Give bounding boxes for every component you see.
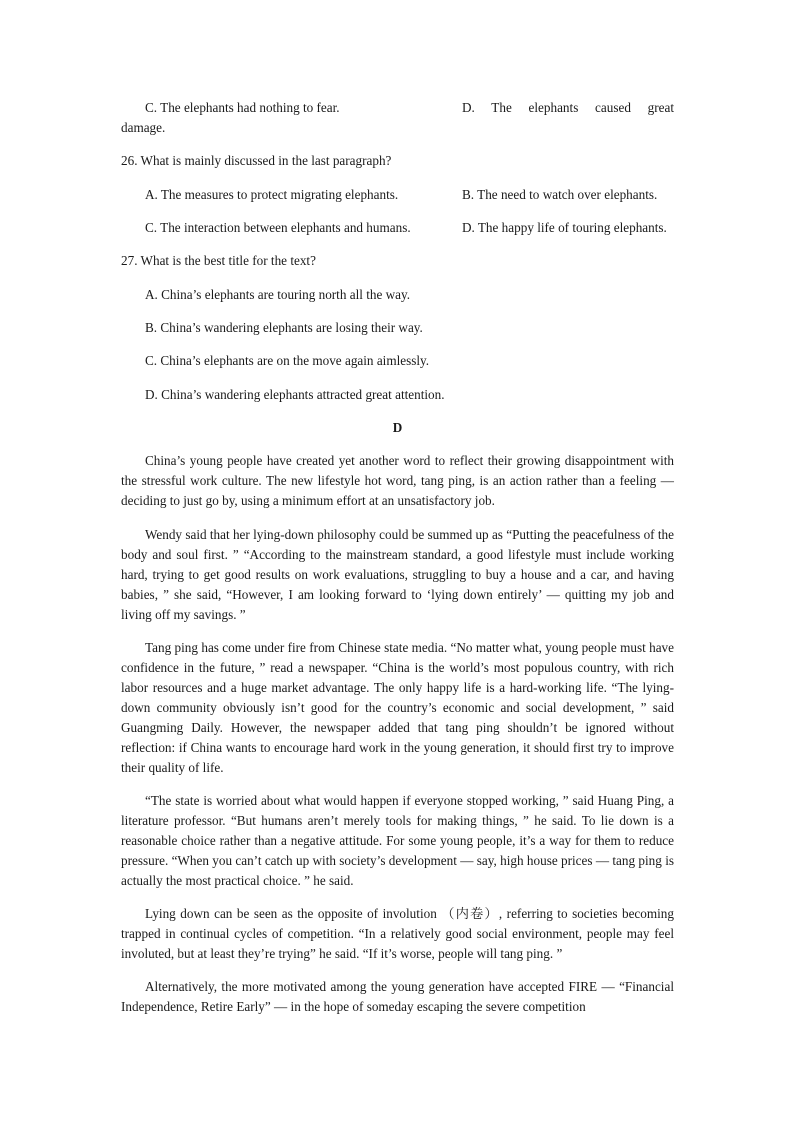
passage-heading: D [392, 420, 403, 435]
q27-stem: 27. What is the best title for the text? [121, 253, 316, 268]
q27-option-b: B. China’s wandering elephants are losing their way. [145, 320, 423, 335]
passage-paragraph-2: Wendy said that her lying-down philosophy could be summed up as “Putting the peacefulness of the body and soul first. ” “According to the mainstream standard, a good lifestyle must include working hard, trying to get good results on work evaluations, struggling to buy a house and a car, and having babies, ” she said, “However, I am looking forward to ‘lying down entirely’ — quitting my job and living off my savings. ” [121, 527, 674, 622]
passage-paragraph-4: “The state is worried about what would happen if everyone stopped working, ” said Huang Ping, a literature professor. “But humans aren’t merely tools for making things, ” he said. To lie down is a reasonable choice rather than a negative attitude. For some young people, it’s a way for them to reduce pressure. “When you can’t catch up with society’s development — say, high house prices — tang ping is actually the most practical choice. ” he said. [121, 793, 674, 888]
q26-stem: 26. What is mainly discussed in the last paragraph? [121, 153, 392, 168]
passage-paragraph-3: Tang ping has come under fire from Chinese state media. “No matter what, young people must have confidence in the future, ” read a newspaper. “China is the world’s most populous country, with rich labor resources and a huge market advantage. The only happy life is a hard-working life. “The lying-down community obviously isn’t good for the country’s economic and social development, ” said Guangming Daily. However, the newspaper added that tang ping shouldn’t be ignored without reflection: if China wants to encourage hard work in the young generation, it should first try to improve their quality of life. [121, 640, 674, 775]
q27-option-c: C. China’s elephants are on the move again aimlessly. [145, 353, 430, 368]
passage-paragraph-1: China’s young people have created yet another word to reflect their growing disappointment with the stressful work culture. The new lifestyle hot word, tang ping, is an action rather than a feeling — deciding to just go by, using a minimum effort at an unsatisfactory job. [121, 453, 674, 508]
q26-option-b: B. The need to watch over elephants. [462, 187, 658, 202]
q27-option-d: D. China’s wandering elephants attracted great attention. [145, 387, 445, 402]
passage-paragraph-5: Lying down can be seen as the opposite of involution （内卷）, referring to societies becoming trapped in continual cycles of competition. “In a relatively good social environment, people may feel involuted, but at least they’re trying” he said. “If it’s worse, people will tang ping. ” [121, 906, 674, 961]
passage-paragraph-6: Alternatively, the more motivated among the young generation have accepted FIRE — “Financial Independence, Retire Early” — in the hope of someday escaping the severe competition [121, 979, 674, 1014]
q26-option-c: C. The interaction between elephants and humans. [145, 220, 411, 235]
q27-option-a: A. China’s elephants are touring north all the way. [145, 287, 411, 302]
q26-option-d: D. The happy life of touring elephants. [462, 220, 667, 235]
q25-option-d: D. The elephants caused great damage. [121, 100, 674, 135]
q26-option-a: A. The measures to protect migrating elephants. [145, 187, 399, 202]
q25-option-c: C. The elephants had nothing to fear. [145, 100, 340, 115]
